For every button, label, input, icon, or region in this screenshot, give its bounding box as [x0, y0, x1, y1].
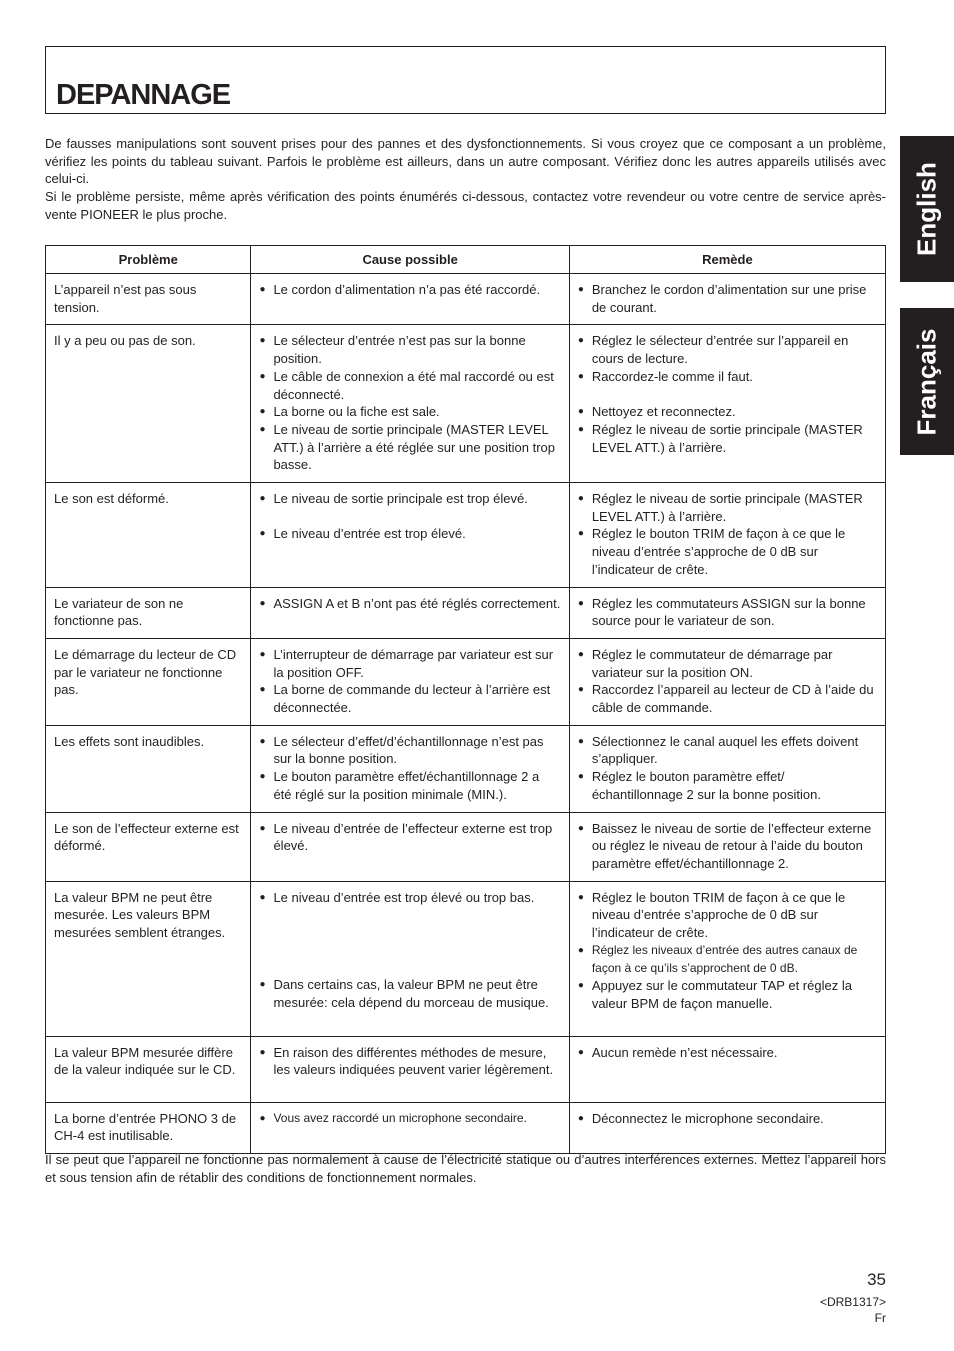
- remedy-item: ● Déconnectez le microphone secondaire.: [578, 1110, 877, 1128]
- cause-item: ● La borne ou la fiche est sale.: [259, 403, 560, 421]
- language-tab-english[interactable]: [900, 136, 954, 282]
- language-tab-francais-label: Français: [911, 328, 942, 435]
- cause-cell: [251, 274, 569, 325]
- language-tab-english-label: English: [911, 162, 942, 256]
- cause-cell: [251, 881, 569, 1036]
- problem-cell: Le son est déformé.: [46, 483, 251, 588]
- remedy-cell: [569, 274, 885, 325]
- remedy-item: ● Réglez le bouton TRIM de façon à ce que le niveau d’entrée s’approche de 0 dB sur l’indicateur de crête.: [578, 889, 877, 942]
- header-problem: Problème: [46, 246, 251, 274]
- remedy-cell: [569, 881, 885, 1036]
- remedy-item: ● Raccordez l’appareil au lecteur de CD à l’aide du câble de commande.: [578, 681, 877, 716]
- remedy-item: ● Raccordez-le comme il faut.: [578, 368, 877, 386]
- remedy-cell: [569, 587, 885, 638]
- remedy-item: ● Réglez le bouton paramètre effet/ échantillonnage 2 sur la bonne position.: [578, 768, 877, 803]
- remedy-item: ● Réglez le sélecteur d’entrée sur l’appareil en cours de lecture.: [578, 332, 877, 367]
- table-row: [46, 587, 886, 638]
- remedy-item: ● Aucun remède n’est nécessaire.: [578, 1044, 877, 1062]
- language-code: Fr: [874, 1311, 886, 1325]
- table-row: [46, 638, 886, 725]
- cause-item: ● Le sélecteur d’effet/d’échantillonnage n’est pas sur la bonne position.: [259, 733, 560, 768]
- remedy-item: ● Réglez le commutateur de démarrage par variateur sur la position ON.: [578, 646, 877, 681]
- page-title: DEPANNAGE: [56, 79, 231, 111]
- cause-item: ● Le niveau de sortie principale est trop élevé.: [259, 490, 560, 508]
- remedy-cell: [569, 725, 885, 812]
- problem-cell: Les effets sont inaudibles.: [46, 725, 251, 812]
- footer-note: Il se peut que l’appareil ne fonctionne pas normalement à cause de l’électricité statique ou d’autres interférences externes. Mettez l’appareil hors et sous tension afin de rétablir des conditions de fonctionnement normales.: [45, 1152, 886, 1185]
- table-row: [46, 325, 886, 483]
- intro-text: [45, 135, 886, 224]
- title-box: [45, 46, 886, 114]
- cause-item: ● Le câble de connexion a été mal raccordé ou est déconnecté.: [259, 368, 560, 403]
- cause-cell: [251, 587, 569, 638]
- troubleshooting-table: [45, 245, 886, 1154]
- cause-item: ● ASSIGN A et B n’ont pas été réglés correctement.: [259, 595, 560, 613]
- table-row: [46, 725, 886, 812]
- problem-cell: La valeur BPM mesurée diffère de la valeur indiquée sur le CD.: [46, 1036, 251, 1102]
- problem-cell: Le démarrage du lecteur de CD par le variateur ne fonctionne pas.: [46, 638, 251, 725]
- cause-cell: [251, 483, 569, 588]
- intro-paragraph-1: De fausses manipulations sont souvent prises pour des pannes et des dysfonctionnements. Si vous croyez que ce composant a un problème, vérifiez les points du tableau suivant. Parfois le problème est ailleurs, dans un autre composant. Vérifiez donc les autres appareils utilisés avec celui-ci.: [45, 136, 886, 187]
- table-row: [46, 1036, 886, 1102]
- remedy-item: ● Réglez les niveaux d’entrée des autres canaux de façon à ce qu’ils s’approchent de 0 dB.: [578, 942, 877, 977]
- problem-cell: Le variateur de son ne fonctionne pas.: [46, 587, 251, 638]
- problem-cell: La valeur BPM ne peut être mesurée. Les valeurs BPM mesurées semblent étranges.: [46, 881, 251, 1036]
- cause-item: ● Dans certains cas, la valeur BPM ne peut être mesurée: cela dépend du morceau de musique.: [259, 976, 560, 1011]
- cause-item: ● Le niveau d’entrée est trop élevé.: [259, 525, 560, 543]
- cause-cell: [251, 1102, 569, 1153]
- table-row: [46, 812, 886, 881]
- cause-cell: [251, 325, 569, 483]
- remedy-cell: [569, 325, 885, 483]
- remedy-cell: [569, 483, 885, 588]
- cause-item: ● Le niveau d’entrée de l’effecteur externe est trop élevé.: [259, 820, 560, 855]
- remedy-item: ● Sélectionnez le canal auquel les effets doivent s’appliquer.: [578, 733, 877, 768]
- remedy-item: ● Baissez le niveau de sortie de l’effecteur externe ou réglez le niveau de retour à l’aide du bouton paramètre effet/échantillonnage 2.: [578, 820, 877, 873]
- cause-item: ● Le niveau d’entrée est trop élevé ou trop bas.: [259, 889, 560, 907]
- cause-item: ● Le sélecteur d’entrée n’est pas sur la bonne position.: [259, 332, 560, 367]
- remedy-cell: [569, 1102, 885, 1153]
- remedy-item: ● Réglez le bouton TRIM de façon à ce que le niveau d’entrée s’approche de 0 dB sur l’indicateur de crête.: [578, 525, 877, 578]
- remedy-item: ● Branchez le cordon d’alimentation sur une prise de courant.: [578, 281, 877, 316]
- table-header-row: [46, 246, 886, 274]
- cause-item: ● La borne de commande du lecteur à l’arrière est déconnectée.: [259, 681, 560, 716]
- cause-item: ● En raison des différentes méthodes de mesure, les valeurs indiquées peuvent varier légèrement.: [259, 1044, 560, 1079]
- problem-cell: La borne d’entrée PHONO 3 de CH-4 est inutilisable.: [46, 1102, 251, 1153]
- cause-item: ● Vous avez raccordé un microphone secondaire.: [259, 1110, 560, 1128]
- problem-cell: L’appareil n’est pas sous tension.: [46, 274, 251, 325]
- table-row: [46, 881, 886, 1036]
- remedy-item: ● Réglez le niveau de sortie principale (MASTER LEVEL ATT.) à l’arrière.: [578, 421, 877, 456]
- cause-item: ● Le niveau de sortie principale (MASTER LEVEL ATT.) à l’arrière a été réglée sur une position trop basse.: [259, 421, 560, 474]
- document-id: <DRB1317>: [819, 1295, 886, 1309]
- language-tab-francais[interactable]: [900, 308, 954, 455]
- problem-cell: Il y a peu ou pas de son.: [46, 325, 251, 483]
- cause-cell: [251, 725, 569, 812]
- problem-cell: Le son de l’effecteur externe est déformé.: [46, 812, 251, 881]
- table-row: [46, 483, 886, 588]
- header-remedy: Remède: [569, 246, 885, 274]
- cause-cell: [251, 1036, 569, 1102]
- remedy-cell: [569, 812, 885, 881]
- cause-item: ● Le bouton paramètre effet/échantillonnage 2 a été réglé sur la position minimale (MIN.).: [259, 768, 560, 803]
- page-number: 35: [867, 1270, 886, 1289]
- cause-cell: [251, 812, 569, 881]
- remedy-cell: [569, 1036, 885, 1102]
- table-row: [46, 274, 886, 325]
- table-row: [46, 1102, 886, 1153]
- remedy-item: ● Nettoyez et reconnectez.: [578, 403, 877, 421]
- remedy-item: ● Appuyez sur le commutateur TAP et réglez la valeur BPM de façon manuelle.: [578, 977, 877, 1012]
- remedy-item: ● Réglez le niveau de sortie principale (MASTER LEVEL ATT.) à l’arrière.: [578, 490, 877, 525]
- cause-cell: [251, 638, 569, 725]
- remedy-item: ● Réglez les commutateurs ASSIGN sur la bonne source pour le variateur de son.: [578, 595, 877, 630]
- intro-paragraph-2: Si le problème persiste, même après vérification des points énumérés ci-dessous, contactez votre revendeur ou votre centre de service après-vente PIONEER le plus proche.: [45, 189, 886, 222]
- cause-item: ● L’interrupteur de démarrage par variateur est sur la position OFF.: [259, 646, 560, 681]
- cause-item: ● Le cordon d’alimentation n’a pas été raccordé.: [259, 281, 560, 299]
- document-code: [820, 1294, 886, 1326]
- remedy-cell: [569, 638, 885, 725]
- header-cause: Cause possible: [251, 246, 569, 274]
